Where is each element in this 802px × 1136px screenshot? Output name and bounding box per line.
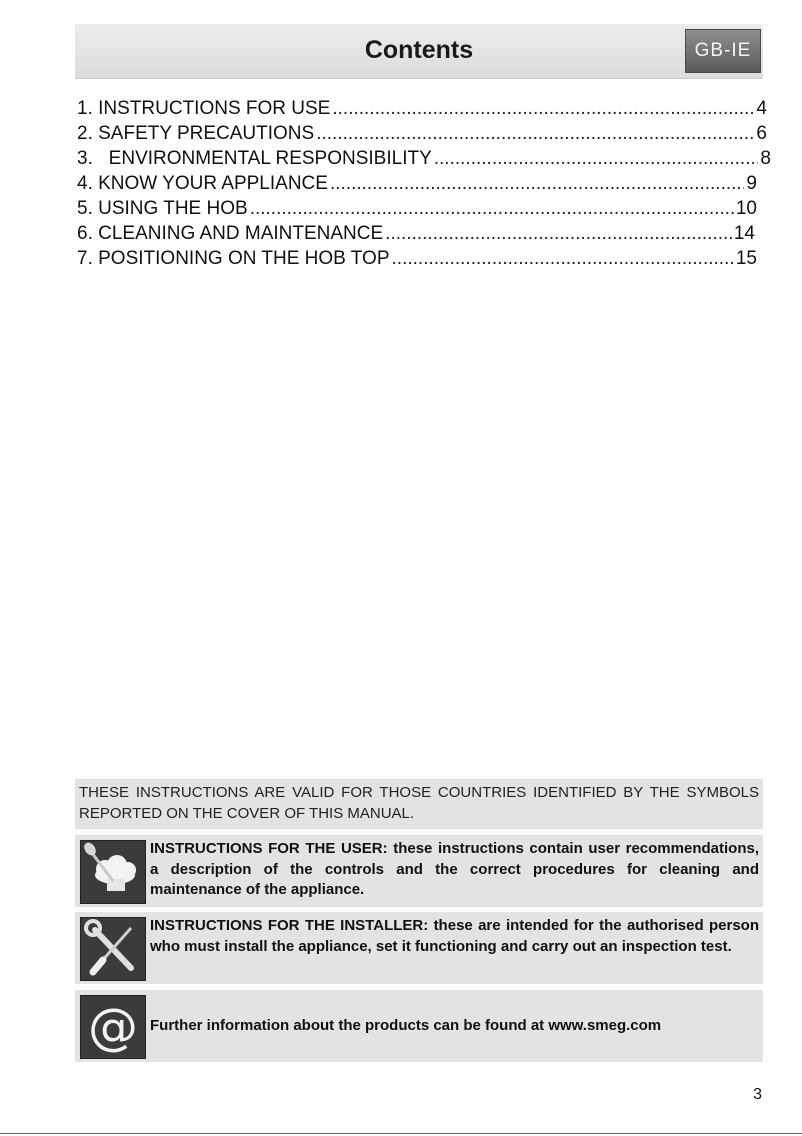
toc-entry-page: 15 [735, 248, 757, 269]
toc-entry-label: 2. SAFETY PRECAUTIONS [77, 123, 315, 144]
toc-dot-leader [434, 146, 759, 171]
toc-dot-leader [332, 96, 754, 121]
toc-dot-leader [250, 196, 734, 221]
svg-text:@: @ [88, 998, 138, 1056]
validity-note: THESE INSTRUCTIONS ARE VALID FOR THOSE COUNTRIES IDENTIFIED BY THE SYMBOLS REPORTED ON THE COVER OF THIS MANUAL. [79, 784, 759, 822]
further-info-text[interactable]: Further information about the products can be found at www.smeg.com [150, 1017, 662, 1034]
toc-dot-leader [330, 171, 744, 196]
table-of-contents [77, 96, 771, 271]
chef-hat-spoon-icon [80, 840, 146, 904]
toc-entry-3[interactable] [77, 146, 771, 171]
page-title: Contents [364, 36, 474, 64]
toc-entry-1[interactable] [77, 96, 767, 121]
further-info-box [75, 990, 763, 1062]
toc-entry-label: 3. ENVIRONMENTAL RESPONSIBILITY [77, 148, 432, 169]
toc-entry-4[interactable] [77, 171, 757, 196]
user-instructions-box [75, 835, 763, 907]
installer-instructions-box [75, 912, 763, 984]
page-number: 3 [753, 1086, 762, 1103]
toc-entry-label: 7. POSITIONING ON THE HOB TOP [77, 248, 390, 269]
validity-note-box [75, 779, 763, 829]
toc-entry-page: 4 [756, 98, 767, 119]
toc-entry-page: 14 [733, 223, 755, 244]
toc-entry-label: 5. USING THE HOB [77, 198, 248, 219]
contents-header [75, 24, 763, 79]
toc-dot-leader [385, 221, 732, 246]
toc-entry-page: 6 [756, 123, 767, 144]
toc-entry-label: 6. CLEANING AND MAINTENANCE [77, 223, 384, 244]
toc-entry-2[interactable] [77, 121, 767, 146]
toc-entry-label: 1. INSTRUCTIONS FOR USE [77, 98, 331, 119]
bottom-divider [0, 1133, 802, 1134]
country-badge: GB-IE [685, 29, 761, 73]
toc-entry-page: 10 [735, 198, 757, 219]
toc-dot-leader [316, 121, 754, 146]
toc-entry-page: 9 [746, 173, 757, 194]
installer-instructions-text: INSTRUCTIONS FOR THE INSTALLER: these are intended for the authorised person who must install the appliance, set it functioning and carry out an inspection test. [150, 917, 759, 955]
wrench-screwdriver-icon [80, 917, 146, 981]
toc-dot-leader [392, 246, 734, 271]
toc-entry-page: 8 [760, 148, 771, 169]
toc-entry-6[interactable] [77, 221, 755, 246]
toc-entry-5[interactable] [77, 196, 757, 221]
toc-entry-7[interactable] [77, 246, 757, 271]
at-sign-icon [80, 995, 146, 1059]
user-instructions-text: INSTRUCTIONS FOR THE USER: these instructions contain user recommendations, a description of the controls and the correct procedures for cleaning and maintenance of the appliance. [150, 840, 759, 898]
toc-entry-label: 4. KNOW YOUR APPLIANCE [77, 173, 328, 194]
